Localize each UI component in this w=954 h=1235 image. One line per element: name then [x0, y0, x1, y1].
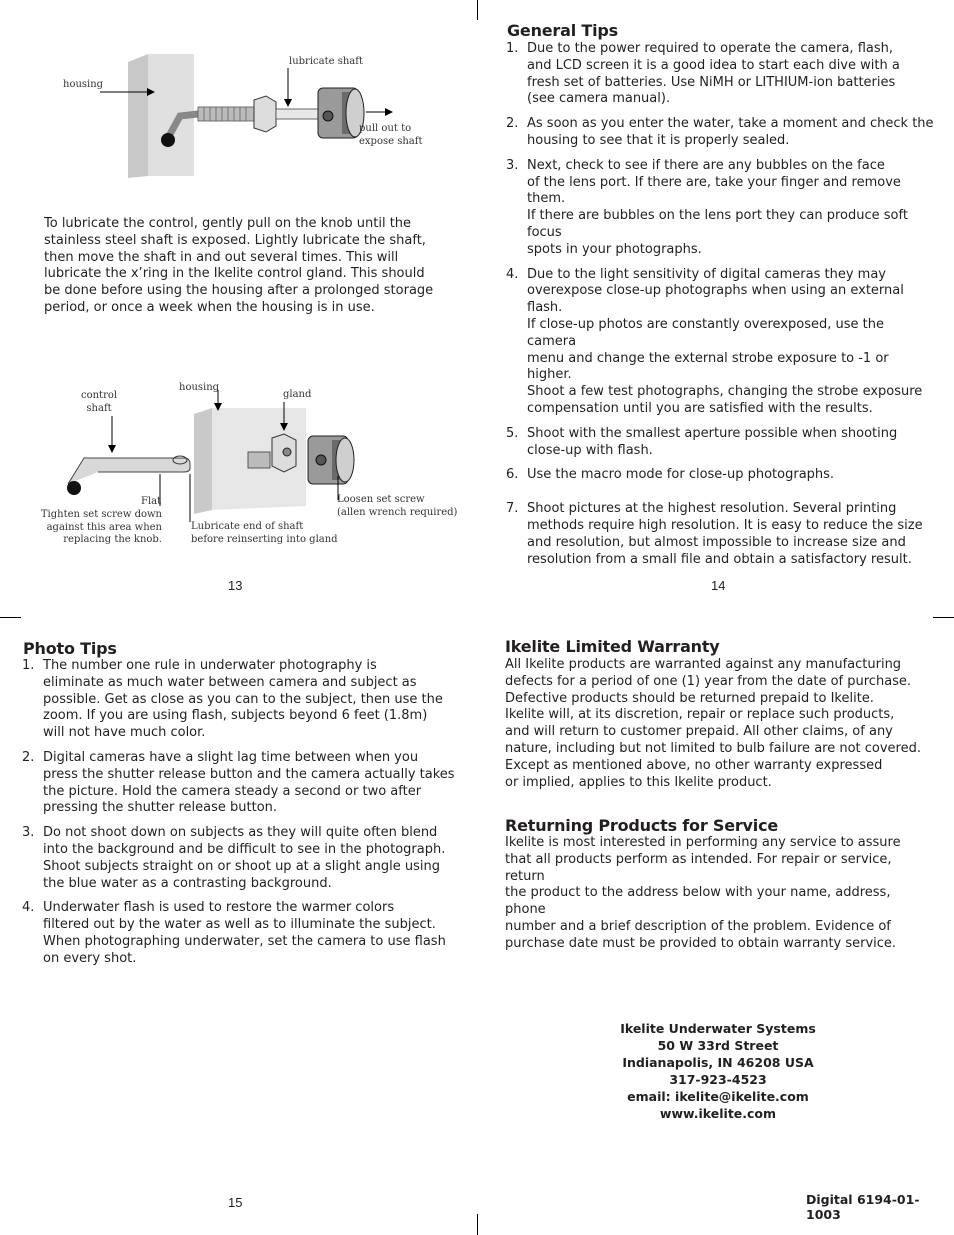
list-item: 2. Digital cameras have a slight lag time between when you press the shutter release button and the camera actually takes the picture. Hold the camera steady a second or two after pressing the shutter release button. [22, 749, 455, 816]
list-item: 1. The number one rule in underwater photography is eliminate as much water between camera and subject as possible. Get as close as you can to the subject, then use the zoom. If you are using flash, subjects beyond 6 feet (1.8m) will not have much color. [22, 658, 443, 741]
city-address: Indianapolis, IN 46208 USA [622, 1055, 814, 1070]
fold-mark-left [0, 617, 21, 618]
list-item: 6. Use the macro mode for close-up photographs. [506, 467, 835, 483]
website-link[interactable]: www.ikelite.com [659, 1106, 777, 1121]
warranty-title: Ikelite Limited Warranty [505, 637, 720, 656]
fold-mark-bottom [477, 1214, 478, 1235]
email-address[interactable]: email: ikelite@ikelite.com [627, 1089, 809, 1104]
tighten-label: Tighten set screw down against this area when replacing the knob. [40, 509, 162, 545]
list-item: 4. Due to the light sensitivity of digital cameras they may overexpose close-up photographs when using an external flash. If close-up photos are constantly overexposed, use the camera menu and change the external strobe exposure to -1 or higher. Shoot a few test photographs, changing the strobe exposure compensation until you are satisfied with the results. [506, 266, 923, 416]
service-text: Ikelite is most interested in performing any service to assure that all products perform as intended. For repair or service, return the product to the address below with your name, address, phone number and a brief description of the problem. Evidence of purchase date must be provided to obtain warranty service. [505, 835, 901, 951]
steel-shaft [276, 109, 320, 119]
phone-number: 317-923-4523 [669, 1072, 767, 1087]
list-item: 3. Do not shoot down on subjects as they will quite often blend into the background and be difficult to see in the photograph. Shoot subjects straight on or shoot up at a slight angle using the blue water as a contrasting background. [22, 825, 446, 891]
control-shaft-label: control shaft [81, 390, 118, 414]
flat-label: Flat [141, 496, 162, 507]
list-item: 2. As soon as you enter the water, take a moment and check the housing to see that it is properly sealed. [506, 116, 934, 148]
general-tips-list [506, 41, 936, 576]
list-item: 1. Due to the power required to operate the camera, flash, and LCD screen it is a good idea to start each dive with a fresh set of batteries. Use NiMH or LITHIUM-ion batteries (see camera manual). [506, 41, 900, 107]
housing-label: housing [63, 79, 104, 90]
photo-tips-list [22, 658, 462, 976]
address-block [580, 1020, 856, 1122]
control-shaft [68, 458, 190, 484]
photo-tips-title: Photo Tips [23, 639, 117, 658]
diagram-pull-out-shaft [40, 40, 460, 190]
page-number-14: 14 [711, 578, 726, 593]
street-address: 50 W 33rd Street [657, 1038, 779, 1053]
list-item: 4. Underwater flash is used to restore the warmer colors filtered out by the water as well as to illuminate the subject. When photographing underwater, set the camera to use flash on every shot. [22, 900, 446, 966]
loosen-screw-label: Loosen set screw (allen wrench required) [337, 494, 458, 518]
page-number-15: 15 [228, 1195, 243, 1210]
general-tips-title: General Tips [507, 21, 618, 40]
list-item: 7. Shoot pictures at the highest resolution. Several printing methods require high resolution. It is easy to reduce the size and resolution, but almost impossible to increase size and resolution from a small file and obtain a satisfactory result. [506, 501, 923, 567]
lubricate-end-label: Lubricate end of shaft before reinserting into gland [191, 521, 338, 545]
list-item: 5. Shoot with the smallest aperture possible when shooting close-up with flash. [506, 425, 898, 458]
service-title: Returning Products for Service [505, 816, 779, 835]
pull-out-label: pull out to expose shaft [359, 123, 423, 147]
doc-code: Digital 6194-01-1003 [806, 1192, 920, 1222]
list-item: 3. Next, check to see if there are any bubbles on the face of the lens port. If there are, take your finger and remove them. If there are bubbles on the lens port they can produce soft focus spots in your photographs. [506, 157, 908, 257]
fold-mark-right [933, 617, 954, 618]
hex-nut [254, 96, 276, 132]
fold-mark-top [477, 0, 478, 20]
company-name: Ikelite Underwater Systems [620, 1021, 816, 1036]
page-number-13: 13 [228, 578, 243, 593]
gland-label: gland [283, 389, 312, 400]
warranty-text: All Ikelite products are warranted against any manufacturing defects for a period of one (1) year from the date of purchase. Defective products should be returned prepaid to Ikelite. Ikelite will, at its discretion, repair or replace such products, and will return to customer prepaid. All other claims, of any nature, including but not limited to bulb failure are not covered. Except as mentioned above, no other warranty expressed or implied, applies to this Ikelite product. [505, 657, 921, 790]
lubricate-shaft-label: lubricate shaft [289, 56, 363, 67]
lubrication-instructions: To lubricate the control, gently pull on the knob until the stainless steel shaft is exposed. Lightly lubricate the shaft, then move the shaft in and out several times. This will lubricate the x’ring in the Ikelite control gland. This should be done before using the housing after a prolonged storage period, or once a week when the housing is in use. [44, 216, 434, 315]
housing-label-2: housing [179, 382, 220, 393]
